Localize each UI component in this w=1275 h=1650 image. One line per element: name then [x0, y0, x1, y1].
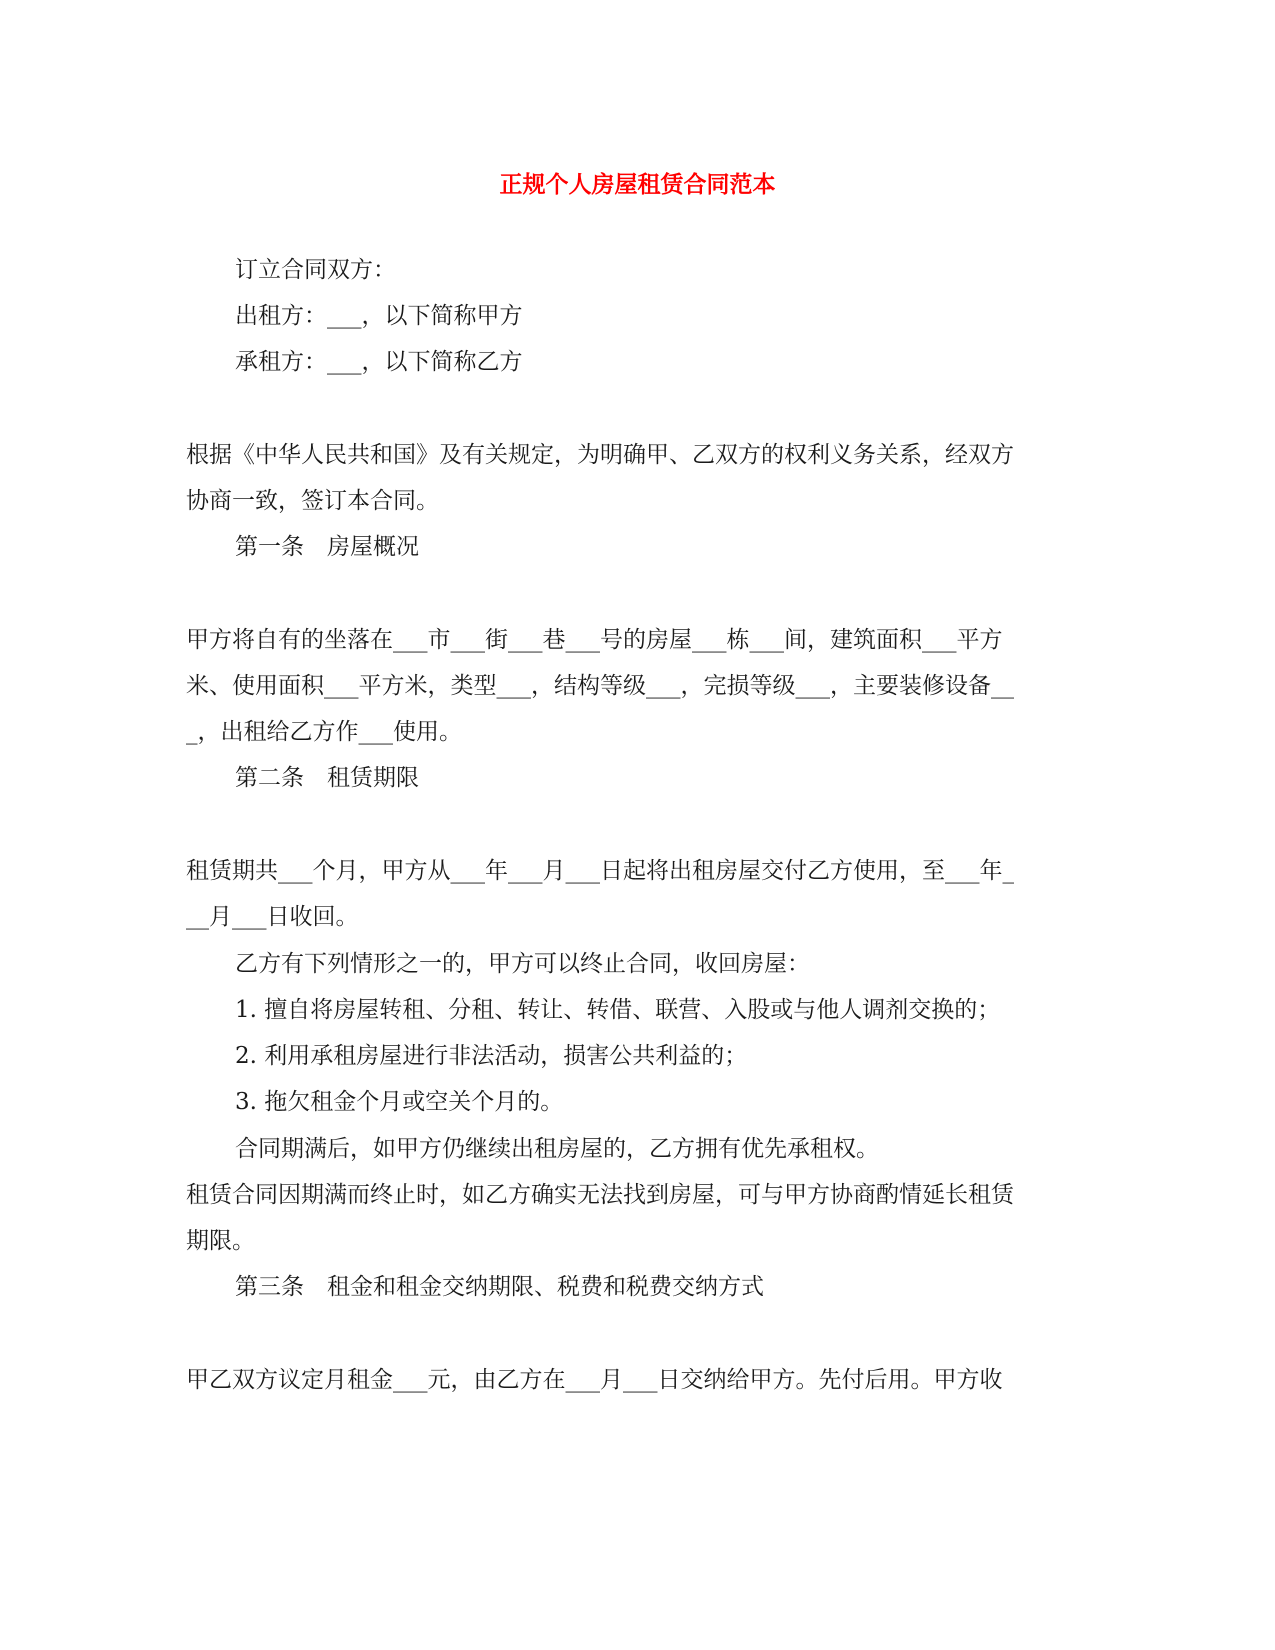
- paragraph-line: 期限。: [186, 1228, 255, 1254]
- paragraph-line: 出租方：___，以下简称甲方: [235, 303, 523, 329]
- paragraph-line: 合同期满后，如甲方仍继续出租房屋的，乙方拥有优先承租权。: [235, 1136, 879, 1162]
- paragraph-line: 承租方：___，以下简称乙方: [235, 349, 523, 375]
- section-heading: 第二条 租赁期限: [235, 765, 419, 791]
- list-item: 3. 拖欠租金个月或空关个月的。: [235, 1089, 564, 1115]
- paragraph-line: 米、使用面积___平方米，类型___，结构等级___，完损等级___，主要装修设备__: [186, 673, 1014, 699]
- paragraph-line: _，出租给乙方作___使用。: [186, 719, 462, 745]
- paragraph-line: __月___日收回。: [186, 904, 359, 930]
- paragraph-line: 租赁期共___个月，甲方从___年___月___日起将出租房屋交付乙方使用，至___年_: [186, 858, 1014, 884]
- paragraph-line: 甲方将自有的坐落在___市___街___巷___号的房屋___栋___间，建筑面积___平方: [186, 627, 1003, 653]
- paragraph-line: 根据《中华人民共和国》及有关规定，为明确甲、乙双方的权利义务关系，经双方: [186, 442, 1014, 468]
- paragraph-line: 乙方有下列情形之一的，甲方可以终止合同，收回房屋：: [235, 951, 810, 977]
- section-heading: 第三条 租金和租金交纳期限、税费和税费交纳方式: [235, 1274, 764, 1300]
- list-item: 1. 擅自将房屋转租、分租、转让、转借、联营、入股或与他人调剂交换的；: [235, 997, 1001, 1023]
- paragraph-line: 甲乙双方议定月租金___元，由乙方在___月___日交纳给甲方。先付后用。甲方收: [186, 1367, 1003, 1393]
- paragraph-line: 订立合同双方：: [235, 257, 396, 283]
- document-title: 正规个人房屋租赁合同范本: [499, 171, 776, 198]
- paragraph-line: 租赁合同因期满而终止时，如乙方确实无法找到房屋，可与甲方协商酌情延长租赁: [186, 1182, 1014, 1208]
- section-heading: 第一条 房屋概况: [235, 534, 419, 560]
- paragraph-line: 协商一致，签订本合同。: [186, 488, 439, 514]
- list-item: 2. 利用承租房屋进行非法活动，损害公共利益的；: [235, 1043, 748, 1069]
